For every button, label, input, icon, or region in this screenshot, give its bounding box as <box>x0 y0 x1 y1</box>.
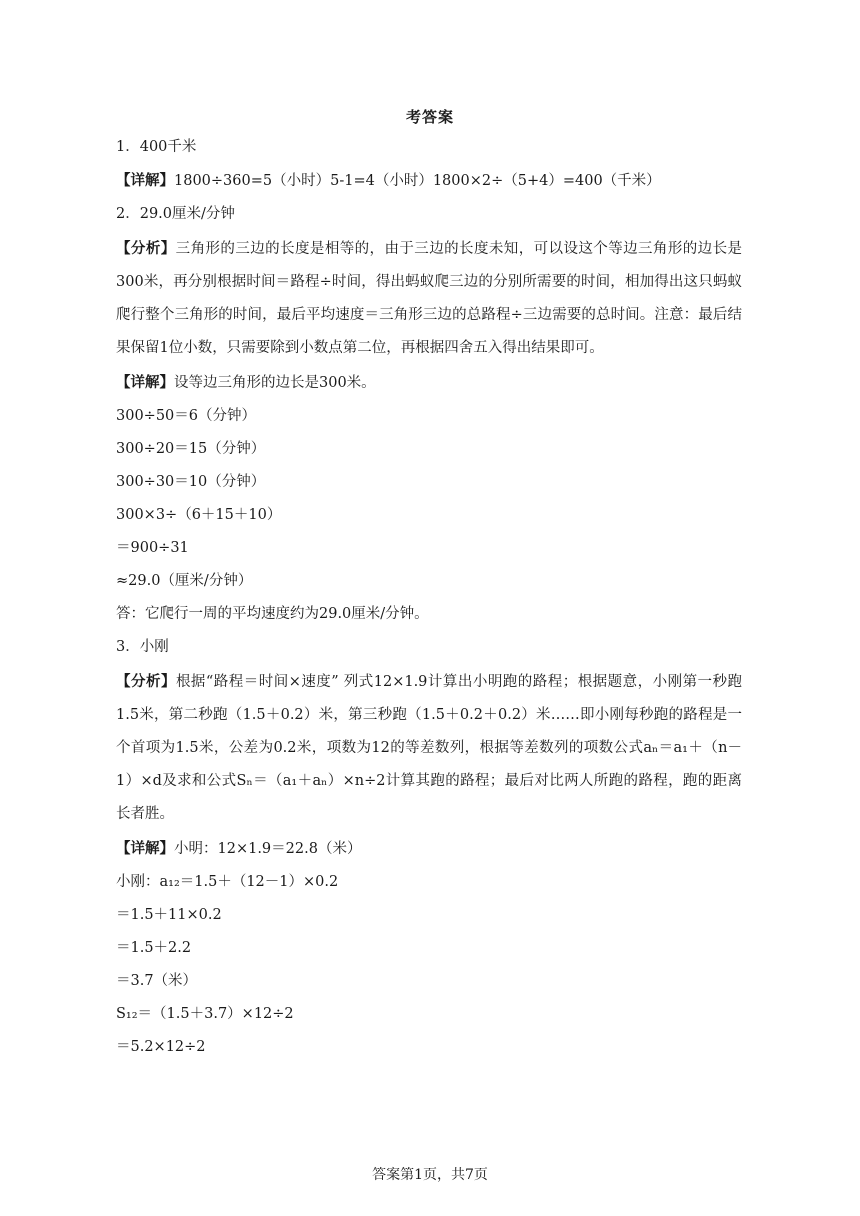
q3-step: ＝5.2×12÷2 <box>116 1039 206 1055</box>
q2-step: 300÷50＝6（分钟） <box>116 408 257 424</box>
q2-answer: 2．29.0厘米/分钟 <box>116 206 235 222</box>
q2-step: 300÷30＝10（分钟） <box>116 474 266 490</box>
q3-analysis <box>116 665 742 833</box>
q1-detail-tag: 【详解】 <box>116 172 174 189</box>
q2-detail-tag: 【详解】 <box>116 374 174 391</box>
q3-analysis-tag: 【分析】 <box>116 673 176 690</box>
q3-step: ＝1.5＋2.2 <box>116 940 192 956</box>
q1-detail <box>116 165 742 199</box>
q3-step: ＝3.7（米） <box>116 973 198 989</box>
q2-analysis-text: 三角形的三边的长度是相等的，由于三边的长度未知，可以设这个等边三角形的边长是300米，再分别根据时间＝路程÷时间，得出蚂蚁爬三边的分别所需要的时间，相加得出这只蚂蚁爬行整个三角形的时间，最后平均速度＝三角形三边的总路程÷三边需要的总时间。注意：最后结果保留1位小数，只需要除到小数点第二位，再根据四舍五入得出结果即可。 <box>116 241 743 356</box>
q2-step: 300÷20＝15（分钟） <box>116 441 266 457</box>
q2-step: ＝900÷31 <box>116 540 189 556</box>
answer-content <box>116 132 742 1065</box>
page-title: 考答案 <box>405 108 454 126</box>
q3-step: S₁₂＝（1.5＋3.7）×12÷2 <box>116 1006 294 1022</box>
q3-detail <box>116 833 742 867</box>
q3-analysis-text: 根据“路程＝时间×速度” 列式12×1.9计算出小明跑的路程；根据题意，小刚第一秒跑1.5米，第二秒跑（1.5＋0.2）米，第三秒跑（1.5＋0.2＋0.2）米……即小刚每秒跑的路程是一个首项为1.5米，公差为0.2米，项数为12的等差数列，根据等差数列的项数公式aₙ＝a₁＋（n－1）×d及求和公式Sₙ＝（a₁＋aₙ）×n÷2计算其跑的路程；最后对比两人所跑的路程，跑的距离长者胜。 <box>116 674 743 822</box>
q2-detail-text: 设等边三角形的边长是300米。 <box>174 375 376 391</box>
page-footer: 答案第1页，共7页 <box>372 1167 488 1183</box>
q3-step: ＝1.5＋11×0.2 <box>116 907 222 923</box>
q3-answer: 3．小刚 <box>116 639 169 655</box>
q2-step: ≈29.0（厘米/分钟） <box>116 573 253 589</box>
q2-step: 300×3÷（6＋15＋10） <box>116 507 282 523</box>
q3-detail-text: 小明：12×1.9＝22.8（米） <box>174 841 362 857</box>
q3-detail-tag: 【详解】 <box>116 840 174 857</box>
q1-detail-text: 1800÷360=5（小时）5-1=4（小时）1800×2÷（5+4）=400（千米） <box>174 173 661 189</box>
q3-step: 小刚：a₁₂＝1.5＋（12－1）×0.2 <box>116 874 339 890</box>
q2-analysis <box>116 232 742 367</box>
q2-analysis-tag: 【分析】 <box>116 240 176 257</box>
q2-detail <box>116 367 742 401</box>
q1-answer: 1．400千米 <box>116 139 197 155</box>
q2-conclusion: 答：它爬行一周的平均速度约为29.0厘米/分钟。 <box>116 606 429 622</box>
